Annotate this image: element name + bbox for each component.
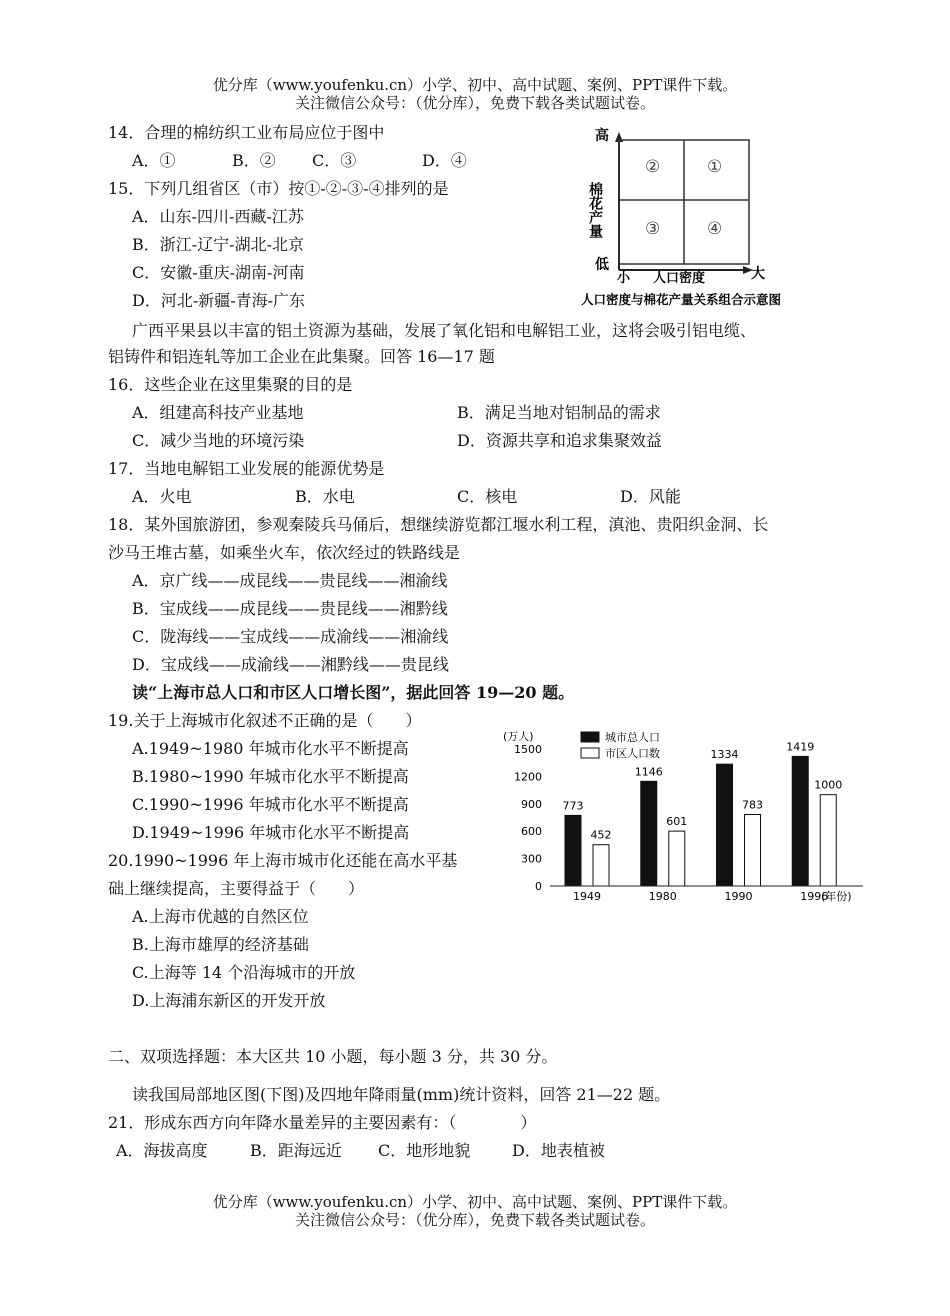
bar-value-label: 601 — [666, 815, 688, 829]
q17-option-b: B．水电 — [295, 487, 355, 506]
q19-option-a: A.1949~1980 年城市化水平不断提高 — [132, 739, 409, 758]
q15-option-b: B．浙江-辽宁-湖北-北京 — [132, 235, 304, 254]
section-2-intro: 读我国局部地区图(下图)及四地年降雨量(mm)统计资料，回答 21—22 题。 — [132, 1085, 671, 1104]
x-tick-label: 1996 — [800, 890, 829, 903]
chart-unit-label: (万人) — [503, 730, 534, 743]
q18-line-1: 18．某外国旅游团，参观秦陵兵马俑后，想继续游览都江堰水利工程，滇池、贵阳织金洞、长 — [108, 515, 769, 534]
x-tick-label: 1990 — [724, 890, 753, 903]
passage-2: 读“上海市总人口和市区人口增长图”，据此回答 19—20 题。 — [132, 683, 575, 702]
bar-value-label: 783 — [742, 798, 763, 812]
q21-stem: 21．形成东西方向年降水量差异的主要因素有：（ ） — [108, 1113, 537, 1132]
chart-x-unit: (年份) — [821, 890, 852, 903]
quadrant-cell-1: ① — [707, 157, 723, 177]
legend-label-total: 城市总人口 — [605, 731, 660, 744]
q17-option-c: C．核电 — [457, 487, 518, 506]
q20-line-1: 20.1990~1996 年上海市城市化还能在高水平基 — [108, 851, 458, 870]
passage-1-line-2: 铝铸件和铝连轧等加工企业在此集聚。回答 16—17 题 — [108, 347, 495, 366]
q20-option-d: D.上海浦东新区的开发开放 — [132, 991, 326, 1010]
q20-option-a: A.上海市优越的自然区位 — [132, 907, 309, 926]
population-bar-chart — [495, 722, 875, 907]
bar-urban-1949 — [593, 845, 609, 886]
header-line-2: 关注微信公众号：（优分库），免费下载各类试题试卷。 — [294, 94, 655, 112]
q19-option-c: C.1990~1996 年城市化水平不断提高 — [132, 795, 409, 814]
y-tick-label: 900 — [521, 797, 542, 811]
y-tick-label: 600 — [521, 825, 542, 839]
bar-value-label: 1334 — [710, 748, 739, 762]
legend-label-urban: 市区人口数 — [605, 747, 660, 760]
q16-stem: 16．这些企业在这里集聚的目的是 — [108, 375, 353, 394]
q20-option-b: B.上海市雄厚的经济基础 — [132, 935, 309, 954]
q18-option-c: C．陇海线——宝成线——成渝线——湘渝线 — [132, 627, 449, 646]
bar-total-1990 — [717, 764, 733, 886]
q14-option-b: B．② — [232, 151, 276, 170]
q17-option-d: D．风能 — [620, 487, 681, 506]
q18-line-2: 沙马王堆古墓，如乘坐火车，依次经过的铁路线是 — [108, 543, 461, 562]
quadrant-x-large: 大 — [751, 266, 765, 282]
quadrant-y-high: 高 — [595, 128, 609, 144]
quadrant-cell-3: ③ — [645, 219, 661, 239]
q19-stem: 19.关于上海城市化叙述不正确的是（ ） — [108, 711, 422, 730]
bar-urban-1996 — [820, 795, 836, 886]
q17-option-a: A．火电 — [132, 487, 192, 506]
q15-option-d: D．河北-新疆-青海-广东 — [132, 291, 306, 310]
bar-total-1996 — [792, 756, 808, 886]
q21-option-a: A．海拔高度 — [116, 1141, 208, 1160]
quadrant-cell-2: ② — [645, 157, 661, 177]
bar-total-1980 — [641, 781, 657, 886]
q21-option-d: D．地表植被 — [512, 1141, 605, 1160]
bar-total-1949 — [565, 815, 581, 886]
q15-option-a: A．山东-四川-西藏-江苏 — [132, 207, 304, 226]
quadrant-x-small: 小 — [617, 271, 631, 286]
q14-option-a: A．① — [132, 151, 176, 170]
bar-value-label: 452 — [590, 828, 612, 842]
q14-option-d: D．④ — [422, 151, 467, 170]
q14-stem: 14．合理的棉纺织工业布局应位于图中 — [108, 123, 385, 142]
q16-option-b: B．满足当地对铝制品的需求 — [457, 403, 661, 422]
bar-urban-1990 — [745, 814, 761, 886]
q17-stem: 17．当地电解铝工业发展的能源优势是 — [108, 459, 385, 478]
quadrant-cell-4: ④ — [707, 219, 723, 239]
q18-option-a: A．京广线——成昆线——贵昆线——湘渝线 — [132, 571, 448, 590]
bar-urban-1980 — [669, 831, 685, 886]
q15-stem: 15．下列几组省区（市）按①-②-③-④排列的是 — [108, 179, 449, 198]
q19-option-b: B.1980~1990 年城市化水平不断提高 — [132, 767, 409, 786]
q18-option-d: D．宝成线——成渝线——湘黔线——贵昆线 — [132, 655, 449, 674]
bar-value-label: 1146 — [634, 765, 663, 779]
footer-line-1: 优分库（www.youfenku.cn）小学、初中、高中试题、案例、PPT课件下载。 — [212, 1193, 738, 1211]
q16-option-c: C．减少当地的环境污染 — [132, 431, 305, 450]
q16-option-a: A．组建高科技产业基地 — [132, 403, 304, 422]
footer-line-2: 关注微信公众号：（优分库），免费下载各类试题试卷。 — [294, 1211, 655, 1229]
x-tick-label: 1949 — [573, 890, 601, 903]
quadrant-caption: 人口密度与棉花产量关系组合示意图 — [581, 292, 782, 307]
legend-swatch-urban — [581, 748, 599, 758]
quadrant-x-label: 人口密度 — [653, 271, 706, 286]
quadrant-y-label: 棉花产量 — [587, 182, 603, 238]
legend-swatch-total — [581, 732, 599, 742]
bar-value-label: 1000 — [814, 778, 843, 792]
q15-option-c: C．安徽-重庆-湖南-河南 — [132, 263, 305, 282]
passage-1-line-1: 广西平果县以丰富的铝土资源为基础，发展了氧化铝和电解铝工业，这将会吸引铝电缆、 — [132, 321, 757, 340]
y-tick-label: 0 — [535, 880, 542, 893]
q21-option-c: C．地形地貌 — [378, 1141, 471, 1160]
header-line-1: 优分库（www.youfenku.cn）小学、初中、高中试题、案例、PPT课件下载。 — [212, 76, 738, 94]
y-tick-label: 1500 — [514, 743, 542, 756]
x-tick-label: 1980 — [648, 890, 677, 903]
q18-option-b: B．宝成线——成昆线——贵昆线——湘黔线 — [132, 599, 448, 618]
quadrant-figure — [575, 122, 825, 312]
q14-option-c: C．③ — [312, 151, 357, 170]
y-tick-label: 300 — [521, 852, 542, 866]
quadrant-y-low: 低 — [595, 257, 609, 273]
y-tick-label: 1200 — [514, 770, 542, 784]
q19-option-d: D.1949~1996 年城市化水平不断提高 — [132, 823, 410, 842]
q20-option-c: C.上海等 14 个沿海城市的开放 — [132, 963, 356, 982]
bar-value-label: 1419 — [786, 740, 815, 754]
bar-value-label: 773 — [562, 799, 584, 813]
chart-legend — [581, 731, 660, 760]
q21-option-b: B．距海远近 — [250, 1141, 342, 1160]
q16-option-d: D．资源共享和追求集聚效益 — [457, 431, 662, 450]
q20-line-2: 础上继续提高，主要得益于（ ） — [108, 879, 365, 898]
section-2-title: 二、双项选择题：本大区共 10 小题，每小题 3 分，共 30 分。 — [108, 1047, 558, 1066]
